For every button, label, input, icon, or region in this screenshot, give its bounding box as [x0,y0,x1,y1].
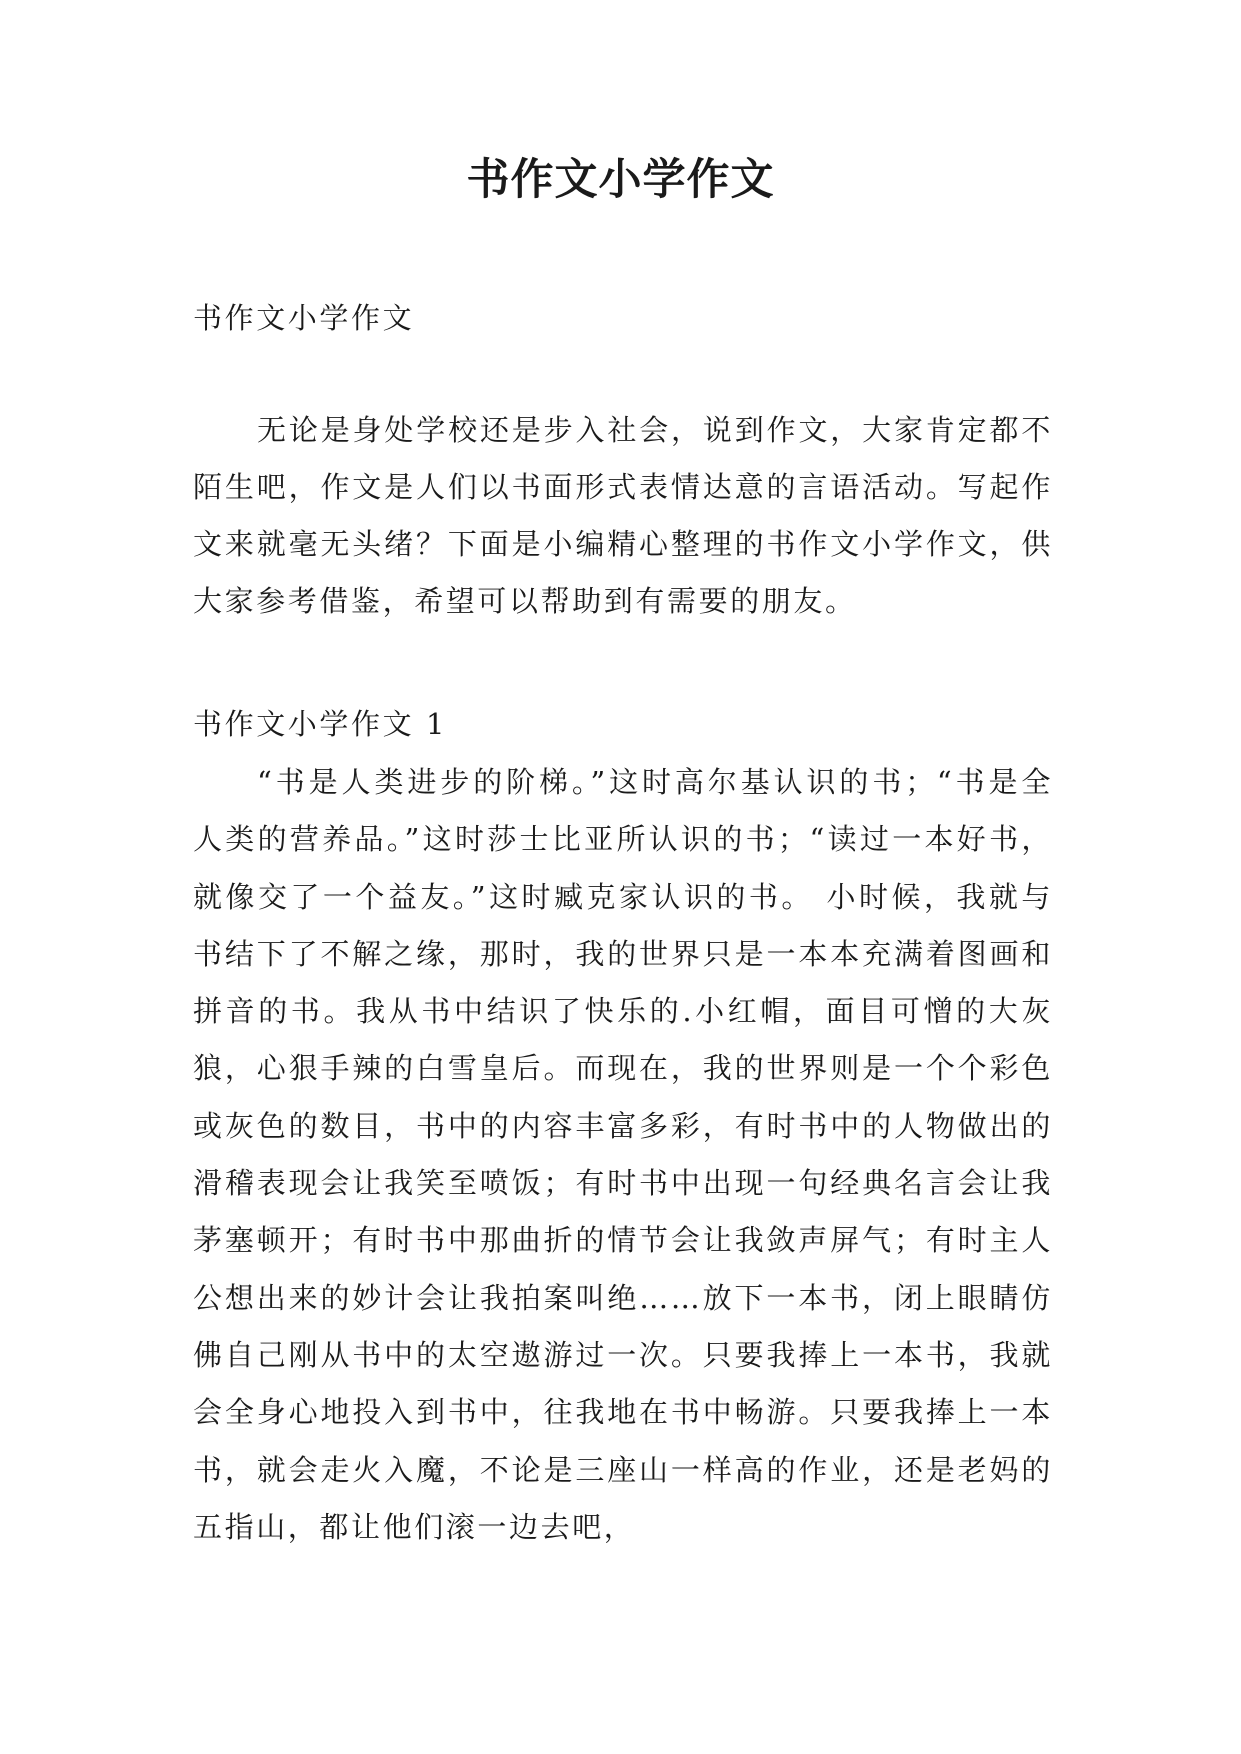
document-title: 书作文小学作文 [466,155,775,205]
intro-paragraph: 无论是身处学校还是步入社会，说到作文，大家肯定都不陌生吧，作文是人们以书面形式表情达意的言语活动。写起作文来就毫无头绪？下面是小编精心整理的书作文小学作文，供大家参考借鉴，希望可以帮助到有需要的朋友。 [193,413,1053,618]
essay-paragraph: “书是人类进步的阶梯。”这时高尔基认识的书；“书是全人类的营养品。”这时莎士比亚所认识的书；“读过一本好书，就像交了一个益友。”这时臧克家认识的书。 小时候，我就与书结下了不解之缘，那时，我的世界只是一本本充满着图画和拼音的书。我从书中结识了快乐的.小红帽，面目可憎的大灰狼，心狠手辣的白雪皇后。而现在，我的世界则是一个个彩色或灰色的数目，书中的内容丰富多彩，有时书中的人物做出的滑稽表现会让我笑至喷饭；有时书中出现一句经典名言会让我茅塞顿开；有时书中那曲折的情节会让我敛声屏气；有时主人公想出来的妙计会让我拍案叫绝……放下一本书，闭上眼睛仿佛自己刚从书中的太空遨游过一次。只要我捧上一本书，我就会全身心地投入到书中，往我地在书中畅游。只要我捧上一本书，就会走火入魔，不论是三座山一样高的作业，还是老妈的五指山，都让他们滚一边去吧， [193,765,1053,1544]
section-heading: 书作文小学作文 1 [193,707,448,741]
document-subtitle: 书作文小学作文 [193,301,415,335]
